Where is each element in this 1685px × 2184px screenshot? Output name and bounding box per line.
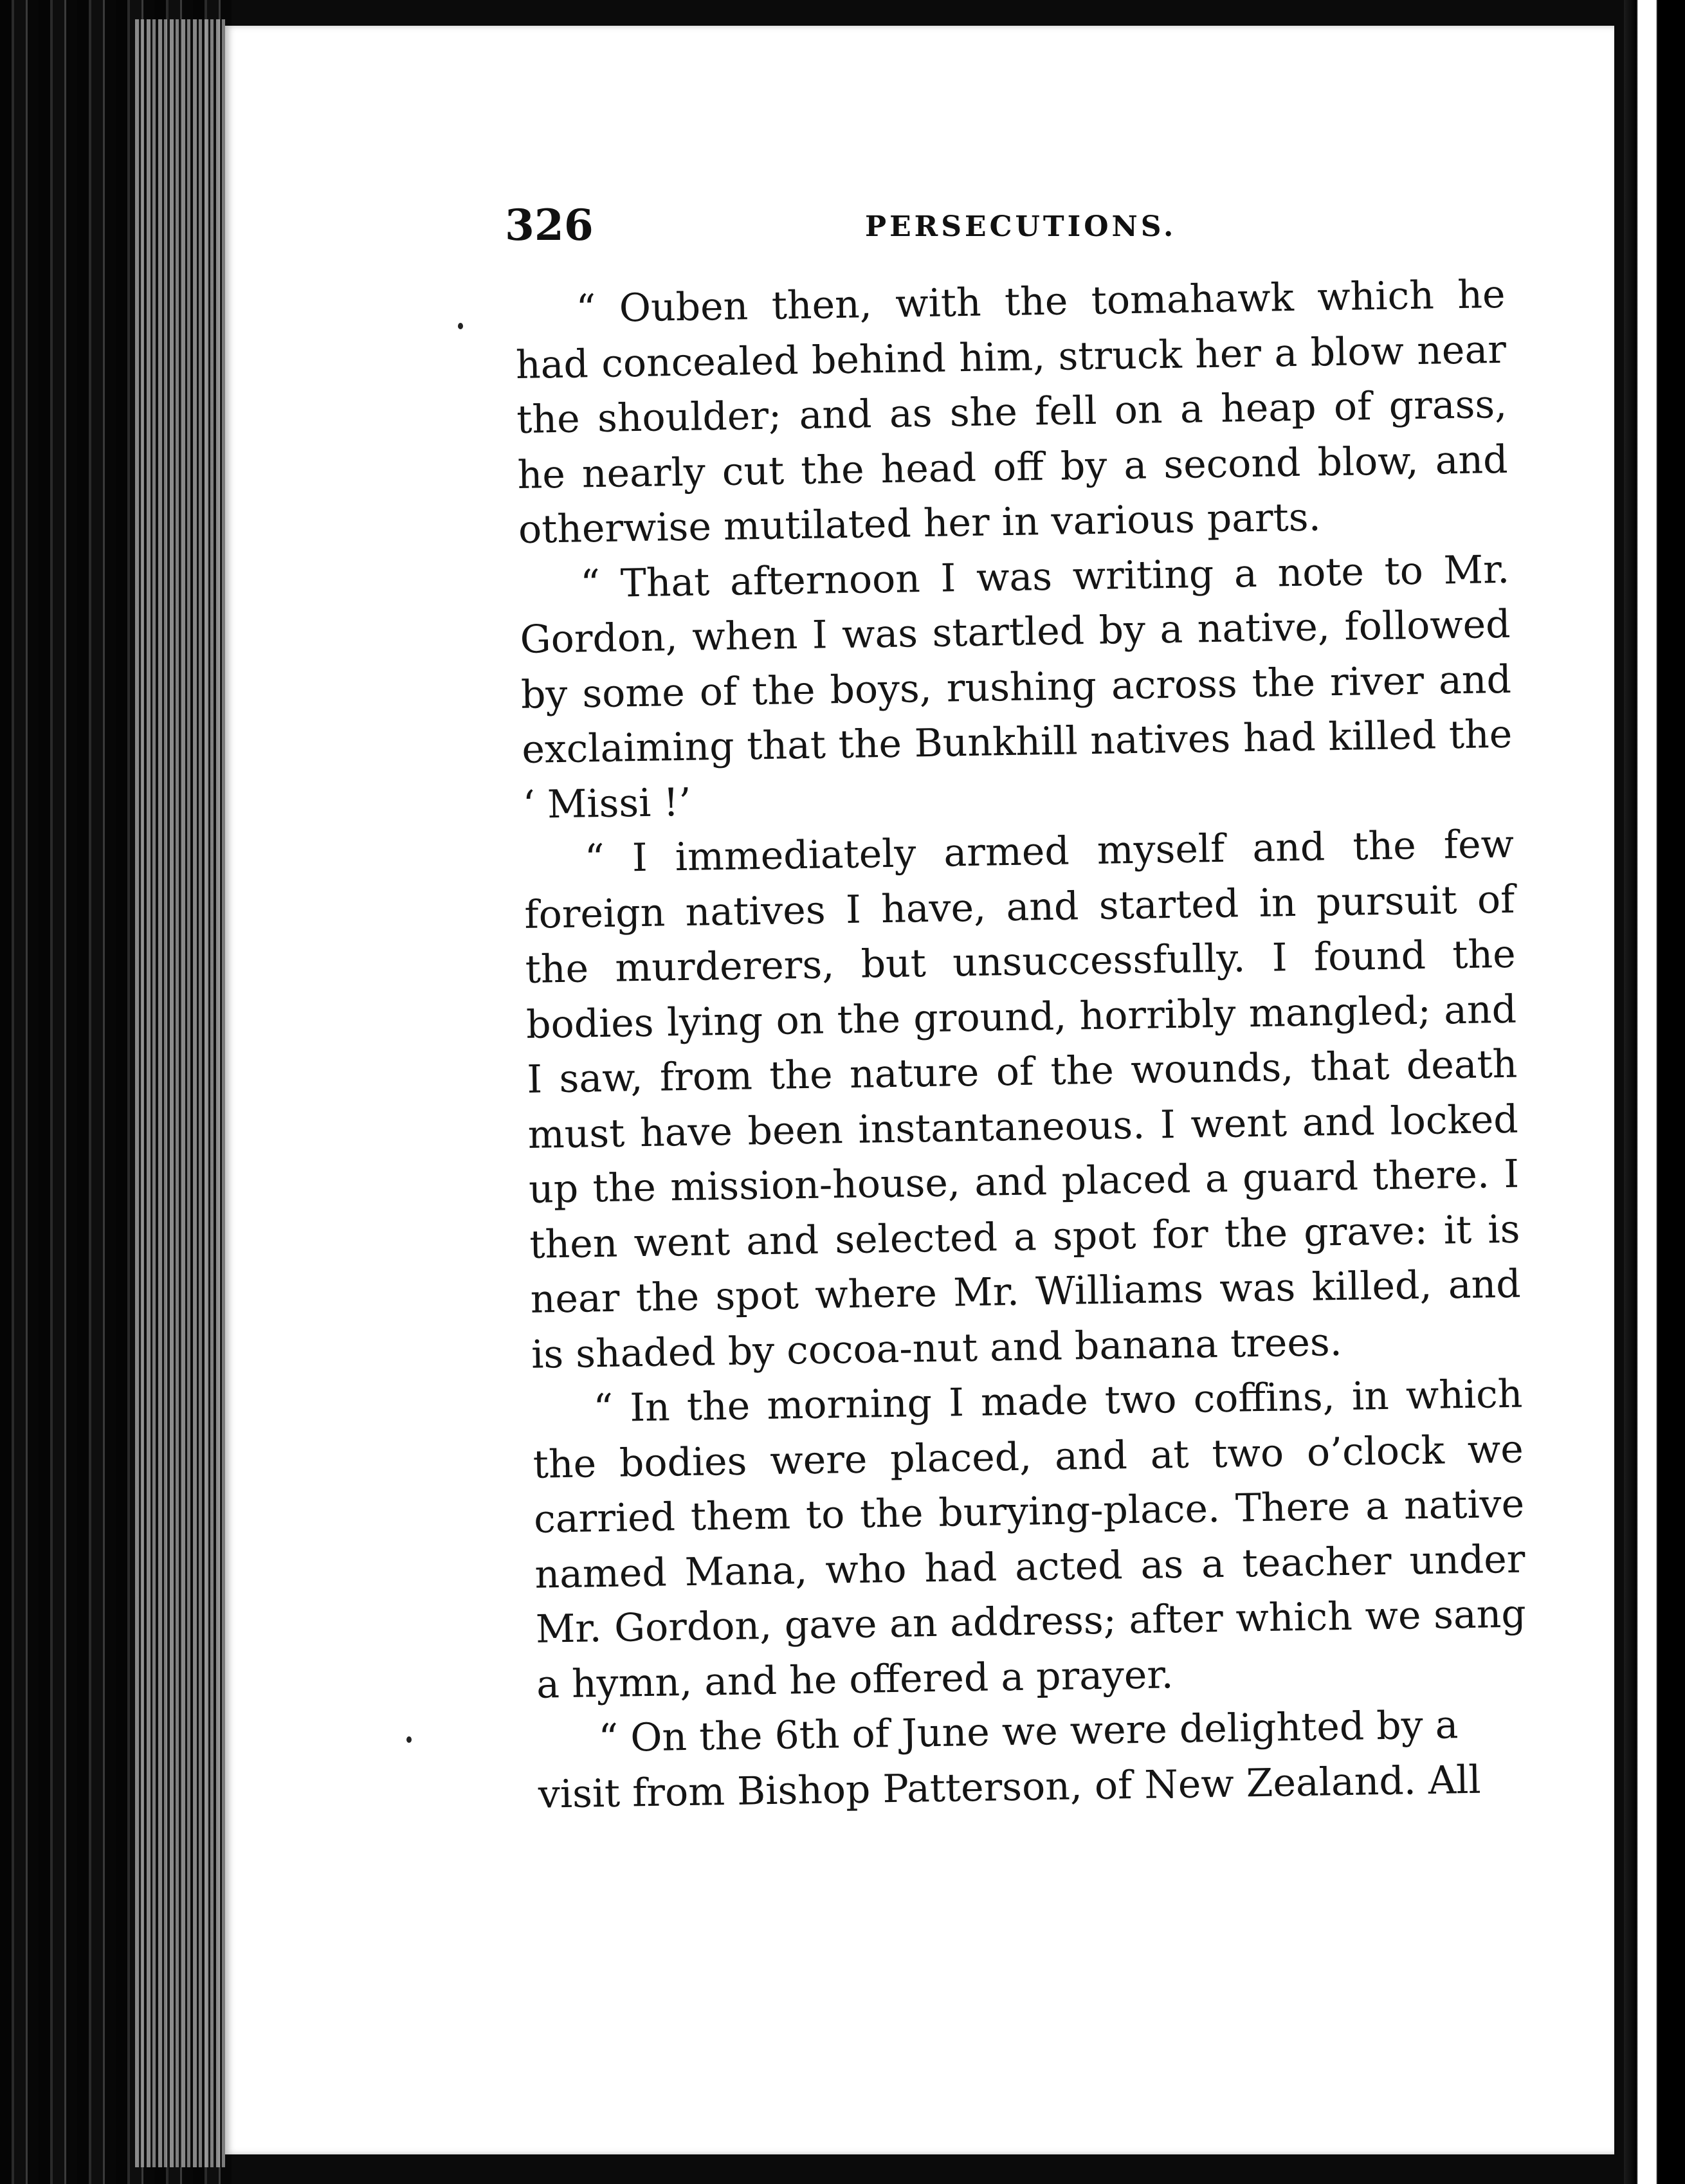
paragraph-5: “ On the 6th of June we were delighted by a visit from Bishop Patterson, of New Zealand. All: [538, 1702, 1482, 1817]
page-number: 326: [505, 200, 594, 250]
paragraph-4: “ In the morning I made two coffins, in which the bodies were placed, and at two o’clock we carried them to the burying-place. There a native named Mana, who had acted as a teacher under Mr. Gordon, gave an address; after which we sang a hymn, and he offered a prayer.: [533, 1371, 1527, 1707]
paragraph-1: “ Ouben then, with the tomahawk which he had concealed behind him, struck her a blow near the shoulder; and as she fell on a heap of grass, he nearly cut the head off by a second blow, and otherwise mutilated her in various parts.: [515, 271, 1509, 552]
page-header: [505, 196, 1437, 254]
body-text: [515, 268, 1529, 1823]
paragraph-3: “ I immediately armed myself and the few foreign natives I have, and started in pursuit of the murderers, but unsuccessfully. I found the bodies lying on the ground, horribly mangled; and I saw, from the nature of the wounds, that death must have been instantaneous. I went and locked up the mission-house, and placed a guard there. I then went and selected a spot for the grave: it is near the spot where Mr. Williams was killed, and is shaded by cocoa-nut and banana trees.: [524, 821, 1522, 1378]
running-title: PERSECUTIONS.: [865, 210, 1177, 243]
facing-page-edge: [1624, 0, 1685, 2184]
paragraph-2: “ That afternoon I was writing a note to Mr. Gordon, when I was startled by a native, followed by some of the boys, rushing across the river and exclaiming that the Bunkhill natives had killed the ‘ Missi !’: [520, 547, 1513, 828]
page-stack-edges: [135, 19, 225, 2167]
ink-speck: [458, 323, 463, 329]
ink-speck: [406, 1736, 412, 1743]
